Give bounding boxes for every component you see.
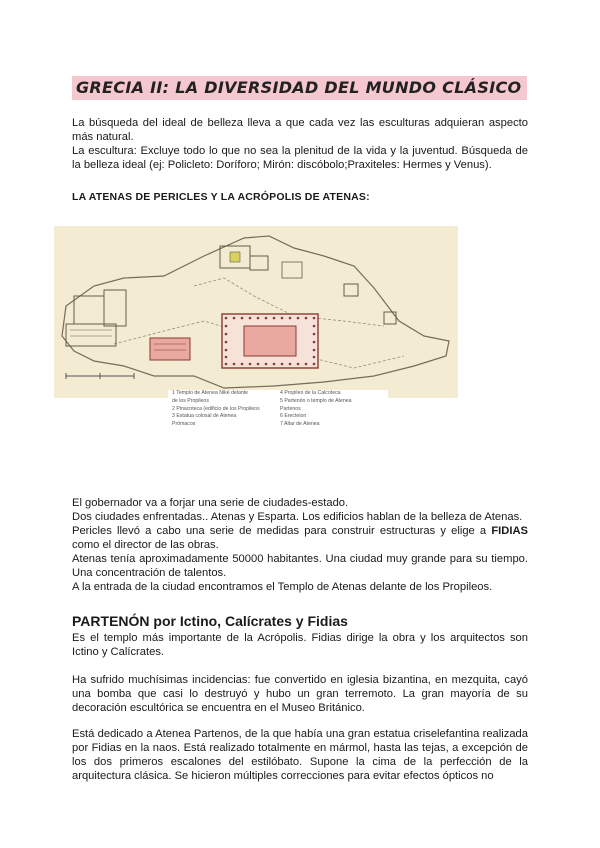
acropolis-plan-figure bbox=[54, 226, 458, 398]
fidias-text-before: Pericles llevó a cabo una serie de medidas para construir estructuras y elige a bbox=[72, 525, 492, 537]
partenon-paragraph-1: Es el templo más importante de la Acrópolis. Fidias dirige la obra y los arquitectos son Ictino y Calícrates. bbox=[72, 632, 528, 658]
section-heading-partenon: PARTENÓN por Ictino, Calícrates y Fidias bbox=[72, 613, 348, 629]
legend-item: 1 Templo de Atenea Niké delante bbox=[172, 390, 249, 396]
intro-paragraph-1: La búsqueda del ideal de belleza lleva a que cada vez las esculturas adquieran aspecto más natural. bbox=[72, 117, 528, 143]
page-title: GRECIA II: LA DIVERSIDAD DEL MUNDO CLÁSICO bbox=[76, 78, 522, 97]
legend-item: 6 Erecteion bbox=[280, 413, 307, 420]
body-paragraph-fidias bbox=[72, 524, 528, 552]
legend-item: 7 Altar de Atenea bbox=[280, 421, 320, 428]
fidias-name: FIDIAS bbox=[491, 525, 528, 537]
plan-legend-left-column bbox=[172, 390, 280, 429]
legend-item: Partenos bbox=[280, 405, 301, 412]
title-highlight bbox=[72, 76, 527, 100]
body-paragraph: Dos ciudades enfrentadas.. Atenas y Esparta. Los edificios hablan de la belleza de Atenas. bbox=[72, 511, 523, 523]
fidias-text-after: como el director de las obras. bbox=[72, 539, 219, 551]
legend-item: 2 Pinacoteca (edificio de los Propileos bbox=[172, 405, 260, 412]
partenon-paragraph-2: Ha sufrido muchísimas incidencias: fue convertido en iglesia bizantina, en mezquita, cayó una bomba que casi lo destruyó y hubo un gran terremoto. La gran mayoría de su decoración escultórica se encuentra en el Museo Británico. bbox=[72, 674, 528, 714]
legend-item: 4 Propileo de la Calcoteca bbox=[280, 390, 341, 396]
body-paragraph: El gobernador va a forjar una serie de ciudades-estado. bbox=[72, 497, 349, 509]
section-heading-atenas: LA ATENAS DE PERICLES Y LA ACRÓPOLIS DE ATENAS: bbox=[72, 191, 370, 203]
legend-item: Prómacos bbox=[172, 421, 196, 428]
intro-paragraph-2: La escultura: Excluye todo lo que no sea la plenitud de la vida y la juventud. Búsqueda de la belleza ideal (ej: Policleto: Doríforo; Mirón: discóbolo;Praxiteles: Hermes y Venus). bbox=[72, 145, 528, 171]
partenon-paragraph-3: Está dedicado a Atenea Partenos, de la que había una gran estatua criselefantina realizada por Fidias en la naos. Está realizado totalmente en mármol, hasta las tejas, a excepción de los dos primeros escalones del estilóbato. Supone la cima de la perfección de la arquitectura clásica. Se hicieron múltiples correcciones para evitar efectos ópticos no bbox=[72, 728, 528, 782]
plan-legend-right-column bbox=[280, 390, 388, 429]
legend-item: 3 Estatua colosal de Atenea bbox=[172, 413, 237, 420]
legend-item: 5 Partenón o templo de Atenea bbox=[280, 397, 352, 404]
body-paragraph: Atenas tenía aproximadamente 50000 habitantes. Una ciudad muy grande para su tiempo. Una concentración de talentos. bbox=[72, 553, 528, 579]
legend-item: de los Propileos bbox=[172, 397, 209, 404]
plan-legend bbox=[168, 390, 388, 470]
body-paragraph: A la entrada de la ciudad encontramos el Templo de Atenas delante de los Propileos. bbox=[72, 581, 493, 593]
acropolis-plan-drawing bbox=[54, 226, 458, 398]
